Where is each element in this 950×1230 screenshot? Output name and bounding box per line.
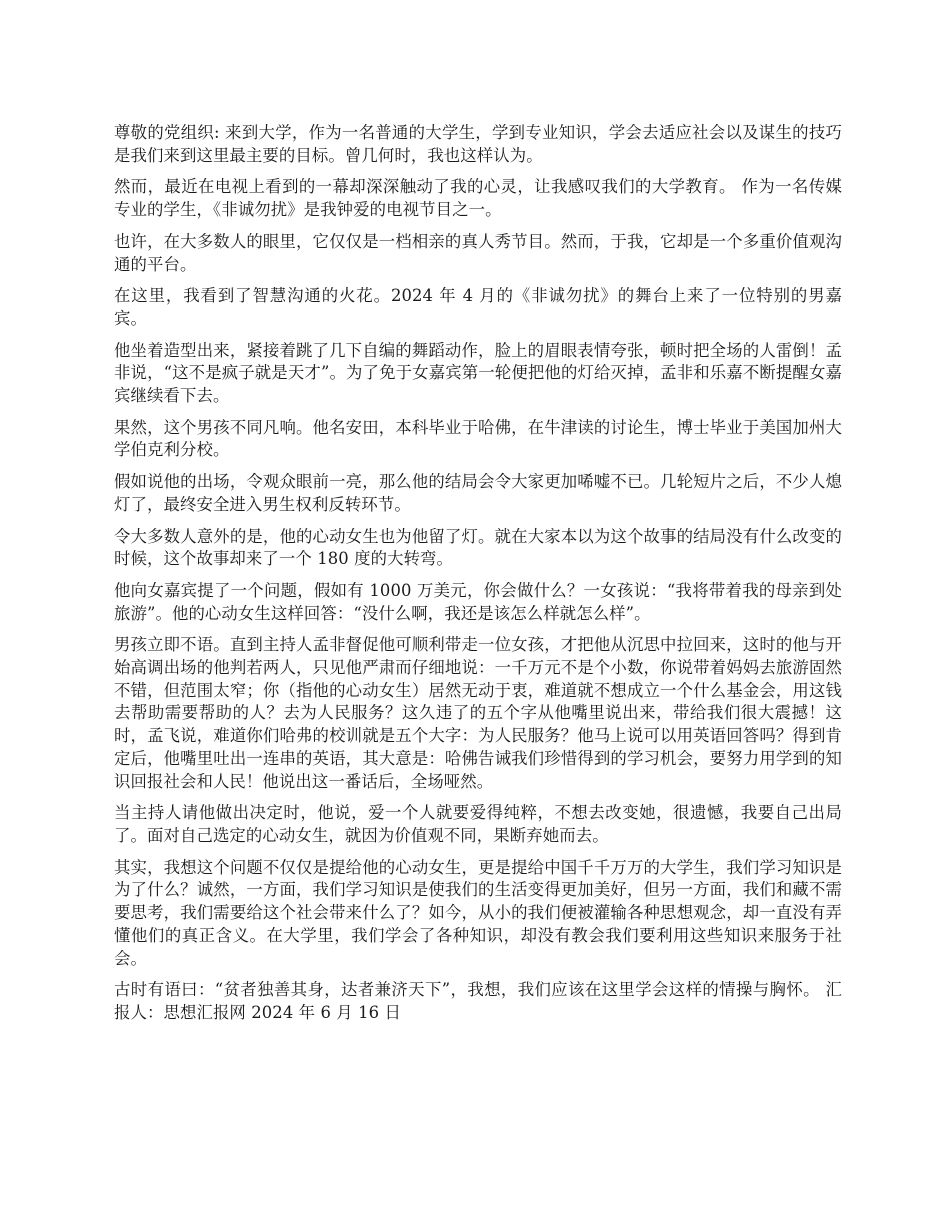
document-body xyxy=(114,122,842,1034)
paragraph-1: 尊敬的党组织: 来到大学，作为一名普通的大学生，学到专业知识，学会去适应社会以及谋生的技巧是我们来到这里最主要的目标。曾几何时，我也这样认为。 xyxy=(114,123,842,165)
paragraph-12: 其实，我想这个问题不仅仅是提给他的心动女生，更是提给中国千千万万的大学生，我们学习知识是为了什么？诚然，一方面，我们学习知识是使我们的生活变得更加美好，但另一方面，我们和藏不需要思考，我们需要给这个社会带来什么了？如今，从小的我们便被灌输各种思想观念，却一直没有弄懂他们的真正含义。在大学里，我们学会了各种知识，却没有教会我们要利用这些知识来服务于社会。 xyxy=(114,857,842,968)
paragraph-8: 令大多数人意外的是，他的心动女生也为他留了灯。就在大家本以为这个故事的结局没有什么改变的时候，这个故事却来了一个 180 度的大转弯。 xyxy=(114,526,842,569)
paragraph-10: 男孩立即不语。直到主持人孟非督促他可顺利带走一位女孩，才把他从沉思中拉回来，这时的他与开始高调出场的他判若两人，只见他严肃而仔细地说：一千万元不是个小数，你说带着妈妈去旅游固然不错，但范围太窄；你（指他的心动女生）居然无动于衷，难道就不想成立一个什么基金会，用这钱去帮助需要帮助的人？去为人民服务？这久违了的五个字从他嘴里说出来，带给我们很大震撼！这时，孟飞说，难道你们哈弗的校训就是五个大字：为人民服务？他马上说可以用英语回答吗？得到肯定后，他嘴里吐出一连串的英语，其大意是：哈佛告诫我们珍惜得到的学习机会，要努力用学到的知识回报社会和人民！他说出这一番话后，全场哑然。 xyxy=(114,635,842,791)
paragraph-5: 他坐着造型出来，紧接着跳了几下自编的舞蹈动作，脸上的眉眼表情夸张，顿时把全场的人雷倒！孟非说，“这不是疯子就是天才”。为了免于女嘉宾第一轮便把他的灯给灭掉，孟非和乐嘉不断提醒女嘉宾继续看下去。 xyxy=(114,340,842,406)
paragraph-9: 他向女嘉宾提了一个问题，假如有 1000 万美元，你会做什么？一女孩说：“我将带着我的母亲到处旅游”。他的心动女生这样回答：“没什么啊，我还是该怎么样就怎么样”。 xyxy=(114,580,842,623)
paragraph-11: 当主持人请他做出决定时，他说，爱一个人就要爱得纯粹，不想去改变她，很遗憾，我要自己出局了。面对自己选定的心动女生，就因为价值观不同，果断弃她而去。 xyxy=(114,803,842,845)
paragraph-3: 也许，在大多数人的眼里，它仅仅是一档相亲的真人秀节目。然而，于我，它却是一个多重价值观沟通的平台。 xyxy=(114,231,842,274)
paragraph-6: 果然，这个男孩不同凡响。他名安田，本科毕业于哈佛，在牛津读的讨论生，博士毕业于美国加州大学伯克利分校。 xyxy=(114,417,842,460)
paragraph-7: 假如说他的出场，令观众眼前一亮，那么他的结局会令大家更加唏嘘不已。几轮短片之后，不少人熄灯了，最终安全进入男生权利反转环节。 xyxy=(114,472,842,514)
paragraph-2: 然而，最近在电视上看到的一幕却深深触动了我的心灵，让我感叹我们的大学教育。 作为一名传媒专业的学生，《非诚勿扰》是我钟爱的电视节目之一。 xyxy=(114,177,842,220)
paragraph-13-closing: 古时有语曰：“贫者独善其身，达者兼济天下”，我想，我们应该在这里学会这样的情操与胸怀。 汇报人：思想汇报网 2024 年 6 月 16 日 xyxy=(114,980,842,1022)
paragraph-4: 在这里，我看到了智慧沟通的火花。2024 年 4 月的《非诚勿扰》的舞台上来了一位特别的男嘉宾。 xyxy=(114,286,842,328)
